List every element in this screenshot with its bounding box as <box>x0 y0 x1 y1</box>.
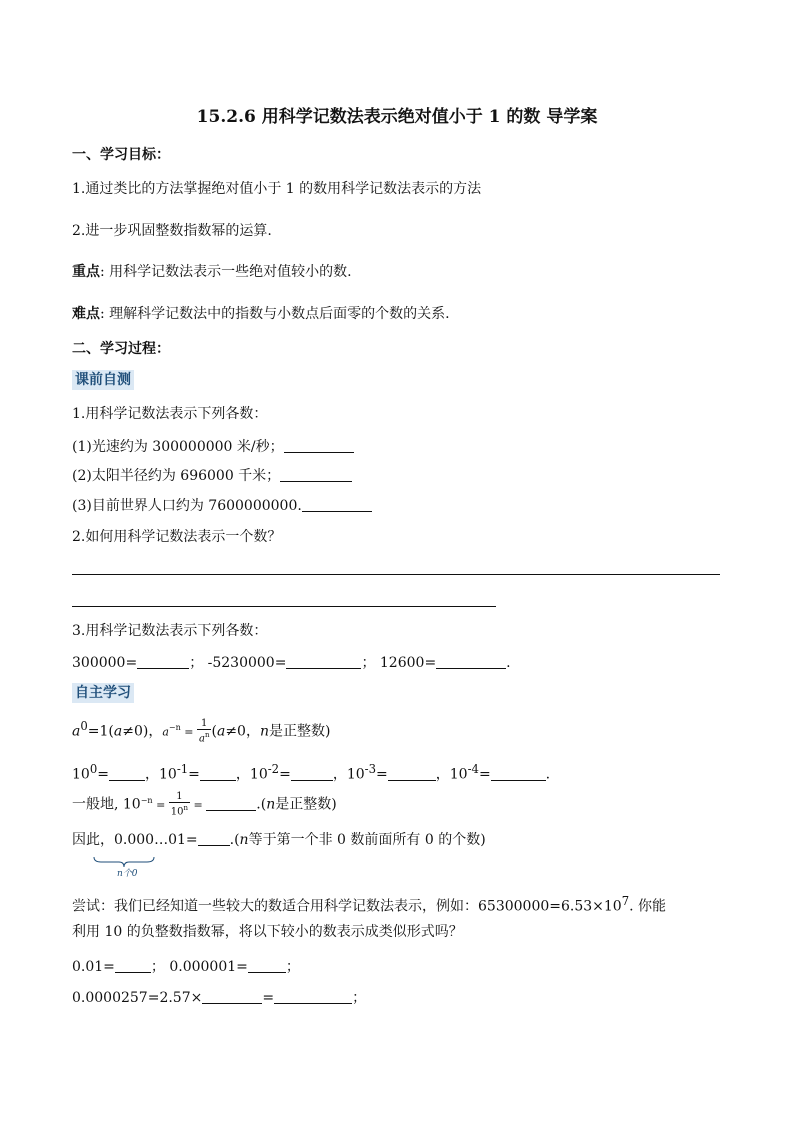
key-point-text: : 用科学记数法表示一些绝对值较小的数. <box>100 264 352 280</box>
rule-zero-negative-exponent: $a^0=1(a\ne 0)$，$a^{-n}$ = $\frac{1}{a^n}$ (a≠0，n是正整数) <box>72 718 331 745</box>
answer-blank[interactable] <box>491 766 546 781</box>
key-point <box>72 263 352 281</box>
therefore-row: 因此，0.000…01= .(n等于第一个非 0 数前面所有 0 的个数) <box>72 832 486 848</box>
answer-blank[interactable] <box>291 766 333 781</box>
section-heading-process: 二、学习过程： <box>72 341 170 357</box>
fraction: $\frac{1}{a^n}$ <box>199 718 210 745</box>
answer-blank[interactable] <box>198 831 230 846</box>
answer-blank[interactable] <box>202 989 262 1004</box>
answer-blank[interactable] <box>286 654 361 669</box>
tag-pretest-row <box>72 370 134 390</box>
difficulty-label: 难点 <box>72 306 100 322</box>
tag-selfstudy-row <box>72 683 134 703</box>
general-rule-row: 一般地, $10^{-n}$ = $\frac{1}{10^n}$ = .(n是正整数) <box>72 791 337 818</box>
answer-blank[interactable] <box>302 497 372 512</box>
try-exercise-1: 0.01= ； 0.000001= ； <box>72 959 300 975</box>
answer-blank[interactable] <box>436 654 506 669</box>
question-1: 1.用科学记数法表示下列各数： <box>72 406 268 422</box>
page-title: 15.2.6 用科学记数法表示绝对值小于 1 的数 导学案 <box>196 107 598 127</box>
question-3-items: 300000= ； -5230000= ； 12600= . <box>72 655 511 671</box>
answer-blank[interactable] <box>109 766 145 781</box>
difficulty-point <box>72 305 450 323</box>
question-1c: (3)目前世界人口约为 7600000000. <box>72 497 372 515</box>
difficulty-text: : 理解科学记数法中的指数与小数点后面零的个数的关系. <box>100 306 450 322</box>
try-line-2: 利用 10 的负整数指数幂，将以下较小的数表示成类似形式吗？ <box>72 924 463 940</box>
answer-blank[interactable] <box>200 766 236 781</box>
try-line-1: 尝试：我们已经知道一些较大的数适合用科学记数法表示，例如：$65300000=6.53\times 10^7$. 你能 <box>72 894 667 915</box>
powers-of-ten-row: $10^0=$ ，$10^{-1}=$ ，$10^{-2}=$ ，$10^{-3}=$ ，$10^{-4}=$ . <box>72 762 551 783</box>
objective-2: 2.进一步巩固整数指数幂的运算. <box>72 223 272 239</box>
underbrace-label: n个0 <box>117 869 138 879</box>
question-3: 3.用科学记数法表示下列各数： <box>72 623 268 639</box>
section-heading-objectives: 一、学习目标： <box>72 147 170 163</box>
question-1a: (1)光速约为 300000000 米/秒； <box>72 438 354 456</box>
answer-blank[interactable] <box>115 958 151 973</box>
answer-blank[interactable] <box>206 796 256 811</box>
answer-blank[interactable] <box>280 467 352 482</box>
answer-blank[interactable] <box>388 766 436 781</box>
answer-blank[interactable] <box>274 989 352 1004</box>
objective-1: 1.通过类比的方法掌握绝对值小于 1 的数用科学记数法表示的方法 <box>72 181 482 197</box>
try-exercise-2: 0.0000257=2.57× = ； <box>72 990 367 1006</box>
question-1b: (2)太阳半径约为 696000 千米； <box>72 467 352 485</box>
answer-line[interactable] <box>72 574 720 575</box>
answer-line[interactable] <box>72 606 496 607</box>
tag-selfstudy: 自主学习 <box>72 683 134 703</box>
key-point-label: 重点 <box>72 264 100 280</box>
answer-blank[interactable] <box>137 654 189 669</box>
tag-pretest: 课前自测 <box>72 370 134 390</box>
question-2: 2.如何用科学记数法表示一个数？ <box>72 529 282 545</box>
answer-blank[interactable] <box>248 958 286 973</box>
answer-blank[interactable] <box>284 438 354 453</box>
fraction: $\frac{1}{10^n}$ <box>170 791 189 818</box>
